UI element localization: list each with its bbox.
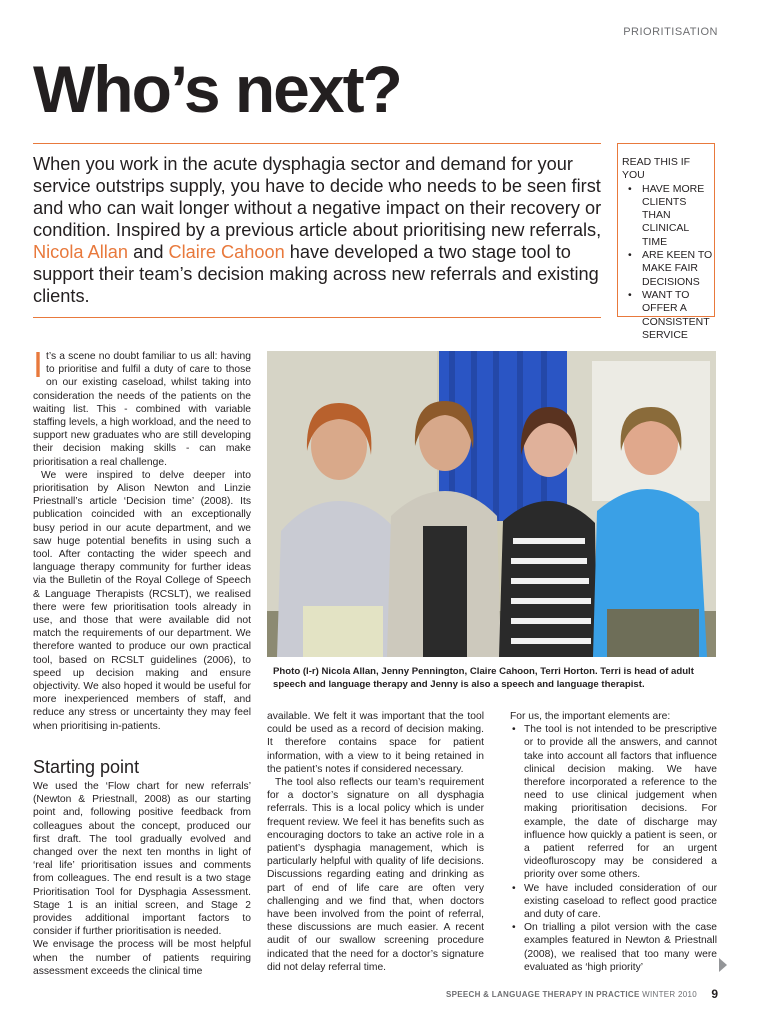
- page-number: 9: [711, 987, 718, 1001]
- issue-label: WINTER 2010: [642, 990, 697, 999]
- team-photo: [267, 351, 716, 657]
- journal-title: SPEECH & LANGUAGE THERAPY IN PRACTICE: [445, 990, 640, 999]
- list-item: • On trialling a pilot version with the case examples featured in Newton & Priestnall (2008), we realised that too many were evaluated as ‘high priority’: [510, 921, 717, 974]
- drop-cap: I: [33, 344, 44, 385]
- list-item: • The tool is not intended to be prescriptive or to provide all the answers, and cannot take into account all factors that influence clinical decision making. We have therefore incorporated a reference to the need to use clinical judgement when making prioritisation decisions. For example, the date of discharge may influence how quickly a patient is seen, or a patient referred for an urgent videofluroscopy may be considered a priority over some others.: [510, 723, 717, 881]
- standfirst: [33, 153, 603, 307]
- team-photo-illustration: [267, 351, 716, 657]
- read-this-item: • ARE KEEN TO MAKE FAIR DECISIONS: [622, 249, 714, 289]
- top-divider: [33, 143, 601, 144]
- read-this-heading: READ THIS IF YOU: [622, 156, 691, 182]
- continue-arrow-icon: [719, 958, 727, 972]
- paragraph-text: t’s a scene no doubt familiar to us all: having to prioritise and fulfil a duty of care to those on our existing caseload, whilst taking into consideration the needs of the patients on the waiting list. This - combined with variable staffing levels, a high workload, and the need to support new graduates who are still developing their decision making skills - can make prioritisation a real challenge.: [33, 351, 251, 468]
- bottom-divider: [33, 317, 601, 318]
- column-2: [267, 710, 484, 974]
- paragraph: We used the ‘Flow chart for new referrals’ (Newton & Priestnall, 2008) as our starting point and, following positive feedback from colleagues about the concept, produced our first draft. The tool gradually evolved and changed over the next ten months in light of ‘real life’ prioritisation issues and comments from colleagues. The end result is a two stage Prioritisation Tool for Dysphagia Assessment. Stage 1 is an initial screen, and Stage 2 provides additional important factors to consider if further prioritisation is needed.: [33, 780, 251, 938]
- standfirst-and: and: [128, 242, 169, 262]
- section-tag: PRIORITISATION: [623, 26, 718, 38]
- elements-list: [510, 723, 717, 974]
- column-3: [510, 710, 717, 974]
- page-footer: [446, 990, 697, 999]
- paragraph: We envisage the process will be most helpful when the number of patients requiring assessment exceeds the clinical time: [33, 939, 251, 977]
- column-1: [33, 344, 251, 978]
- standfirst-text-1: When you work in the acute dysphagia sector and demand for your service outstrips supply, you have to decide who needs to be seen first and who can wait longer without a negative impact on their recovery or condition. Inspired by a previous article about prioritising new referrals,: [33, 154, 602, 240]
- standfirst-text-2: have developed a two stage tool to support their team’s decision making across new referrals and existing clients.: [33, 242, 599, 306]
- paragraph: The tool also reflects our team’s requirement for a doctor’s signature on all dysphagia referrals. This is a local policy which is under frequent review. We feel it has benefits such as encouraging doctors to take an active role in a patient’s dysphagia management, which is particularly helpful with quality of life decisions. Discussions regarding eating and drinking as part of end of life care are often very challenging and we find that, when doctors have been involved from the point of referral, these discussions are much easier. A recent audit of our swallow screening procedure indicated that the need for a doctor’s signature did not delay referral time.: [267, 777, 484, 973]
- list-item: • We have included consideration of our existing caseload to reflect good practice and duty of care.: [510, 882, 717, 922]
- paragraph: [33, 344, 251, 469]
- read-this-item: • HAVE MORE CLIENTS THAN CLINICAL TIME: [622, 183, 714, 249]
- read-this-box: [617, 143, 715, 341]
- paragraph: We were inspired to delve deeper into prioritisation by Alison Newton and Linzie Priestnall’s article ‘Decision time’ (2008). Its publication coincided with an exceptionally busy period in our acute department, and we saw huge potential benefits in using such a tool. After contacting the wider speech and language therapy community for further ideas via the Bulletin of the Royal College of Speech & Language Therapists (RCSLT), we realised there were few prioritisation tools already in use, and those that were available did not match the requirements of our department. We therefore wanted to produce our own practical tool, based on RCSLT guidelines (2006), to speed up decision making and ensure objectivity. We also hoped it would be useful for more inexperienced members of staff, and reduce any stress or uncertainty they may feel when prioritising in-patients.: [33, 469, 251, 732]
- author-name-1: Nicola Allan: [33, 242, 129, 262]
- read-this-list: [622, 183, 714, 343]
- paragraph: For us, the important elements are:: [510, 711, 671, 722]
- photo-caption: Photo (l-r) Nicola Allan, Jenny Pennington, Claire Cahoon, Terri Horton. Terri is head of adult speech and language therapy and Jenny is also a speech and language therapist.: [273, 666, 694, 690]
- author-name-2: Claire Cahoon: [168, 242, 285, 262]
- paragraph: available. We felt it was important that the tool could be used as a record of decision making. It therefore contains space for patient information, with a view to it being retained in the patient’s notes if considered necessary.: [267, 711, 484, 775]
- article-headline: Who’s next?: [33, 52, 401, 126]
- read-this-item: • WANT TO OFFER A CONSISTENT SERVICE: [622, 289, 714, 342]
- subheading-starting-point: Starting point: [33, 756, 140, 777]
